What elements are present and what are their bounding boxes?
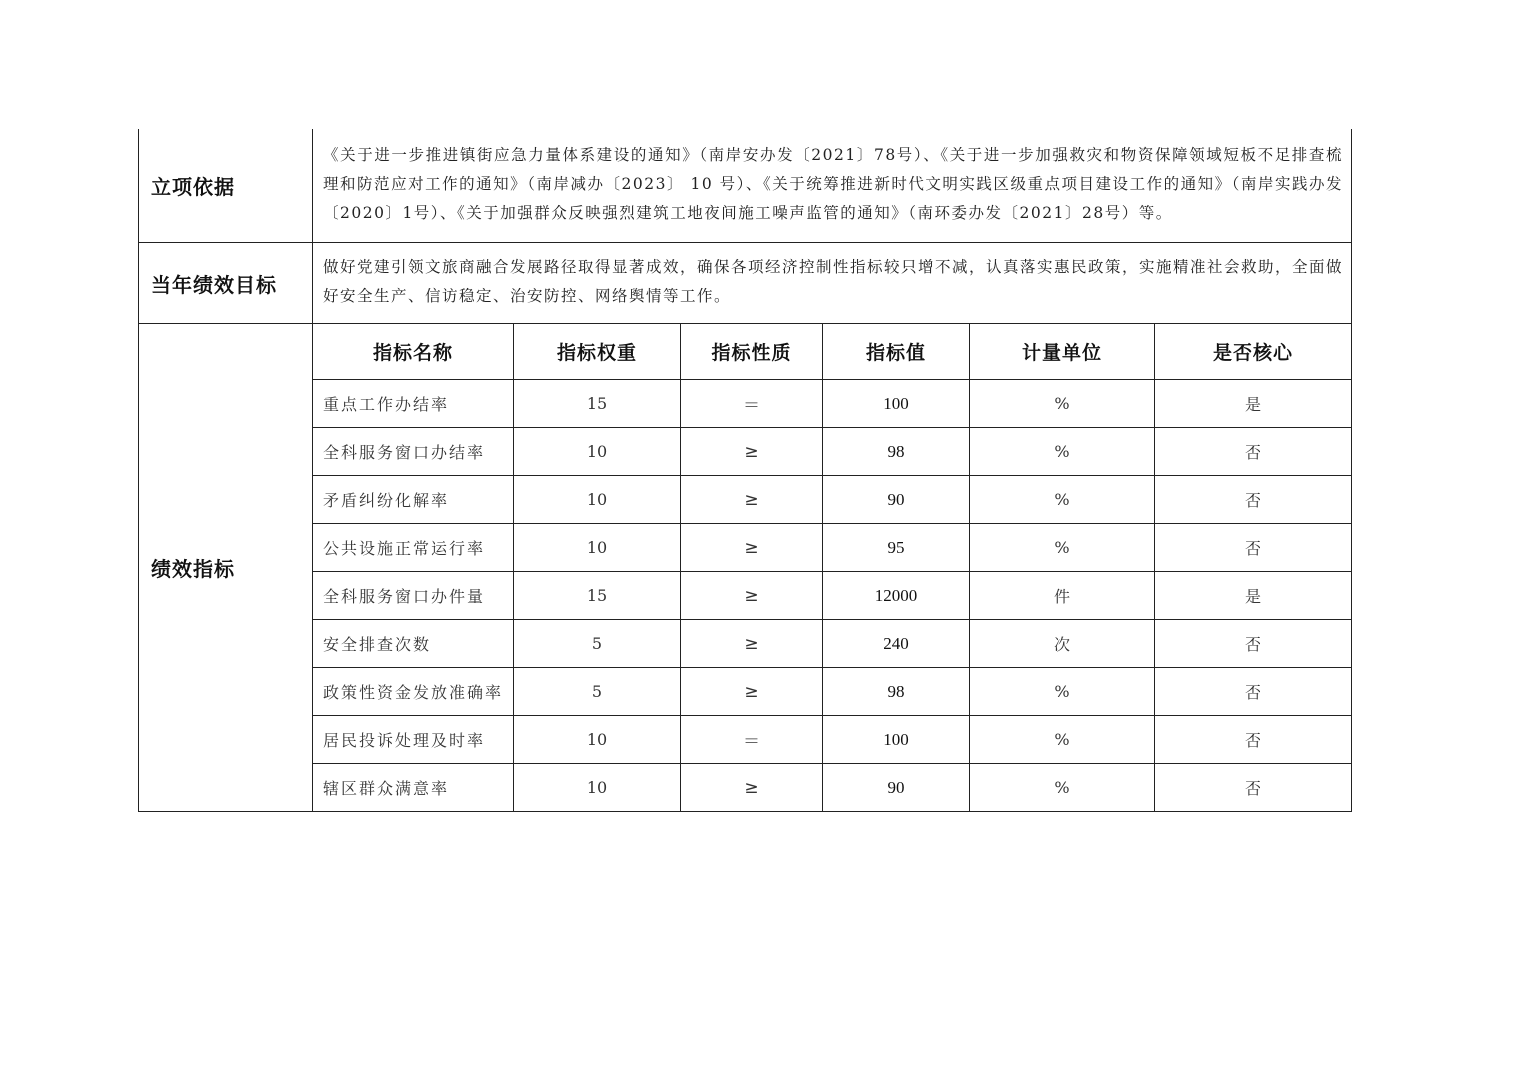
indicator-value: 95 [823, 524, 970, 572]
indicator-weight: 10 [514, 764, 681, 812]
goal-row [139, 243, 1352, 324]
indicator-name: 重点工作办结率 [313, 380, 514, 428]
table-row [139, 380, 1352, 428]
indicator-core: 否 [1155, 476, 1352, 524]
indicator-weight: 15 [514, 572, 681, 620]
header-nature: 指标性质 [681, 324, 823, 380]
indicator-nature: ≥ [681, 476, 823, 524]
header-value: 指标值 [823, 324, 970, 380]
indicator-weight: 15 [514, 380, 681, 428]
indicator-weight: 5 [514, 620, 681, 668]
indicator-unit: % [970, 380, 1155, 428]
indicator-unit: % [970, 476, 1155, 524]
indicator-core: 否 [1155, 668, 1352, 716]
table-row [139, 716, 1352, 764]
header-unit: 计量单位 [970, 324, 1155, 380]
basis-label: 立项依据 [139, 129, 313, 243]
indicator-unit: % [970, 668, 1155, 716]
indicator-nature: ≥ [681, 428, 823, 476]
indicator-nature: ≥ [681, 524, 823, 572]
basis-text: 《关于进一步推进镇街应急力量体系建设的通知》（南岸安办发〔2021〕78号）、《关于进一步加强救灾和物资保障领域短板不足排查梳理和防范应对工作的通知》（南岸减办〔2023〕 10 号）、《关于统筹推进新时代文明实践区级重点项目建设工作的通知》（南岸实践办发〔2020〕1号）、《关于加强群众反映强烈建筑工地夜间施工噪声监管的通知》（南环委办发〔2021〕28号）等。 [313, 129, 1352, 243]
indicator-core: 否 [1155, 716, 1352, 764]
table-row [139, 764, 1352, 812]
indicator-unit: 件 [970, 572, 1155, 620]
indicator-core: 是 [1155, 572, 1352, 620]
indicator-weight: 10 [514, 428, 681, 476]
indicator-core: 是 [1155, 380, 1352, 428]
goal-label: 当年绩效目标 [139, 243, 313, 324]
indicator-unit: % [970, 524, 1155, 572]
table-row [139, 572, 1352, 620]
table-row [139, 668, 1352, 716]
table-row [139, 476, 1352, 524]
performance-table [138, 129, 1352, 812]
indicator-nature: ≥ [681, 572, 823, 620]
header-name: 指标名称 [313, 324, 514, 380]
indicator-nature: ≥ [681, 620, 823, 668]
indicator-core: 否 [1155, 524, 1352, 572]
indicator-name: 全科服务窗口办件量 [313, 572, 514, 620]
indicator-name: 全科服务窗口办结率 [313, 428, 514, 476]
indicator-unit: % [970, 428, 1155, 476]
basis-row [139, 129, 1352, 243]
indicator-unit: % [970, 716, 1155, 764]
indicator-nature: ＝ [681, 380, 823, 428]
indicator-weight: 10 [514, 524, 681, 572]
indicator-value: 240 [823, 620, 970, 668]
indicator-core: 否 [1155, 620, 1352, 668]
indicator-name: 矛盾纠纷化解率 [313, 476, 514, 524]
goal-text: 做好党建引领文旅商融合发展路径取得显著成效，确保各项经济控制性指标较只增不减，认真落实惠民政策，实施精准社会救助，全面做好安全生产、信访稳定、治安防控、网络舆情等工作。 [313, 243, 1352, 324]
indicator-value: 100 [823, 380, 970, 428]
indicator-name: 居民投诉处理及时率 [313, 716, 514, 764]
header-weight: 指标权重 [514, 324, 681, 380]
indicator-nature: ＝ [681, 716, 823, 764]
indicator-nature: ≥ [681, 668, 823, 716]
indicator-value: 90 [823, 476, 970, 524]
table-row [139, 524, 1352, 572]
indicator-name: 政策性资金发放准确率 [313, 668, 514, 716]
indicator-weight: 10 [514, 716, 681, 764]
indicator-weight: 10 [514, 476, 681, 524]
table-row [139, 428, 1352, 476]
indicator-value: 12000 [823, 572, 970, 620]
indicator-weight: 5 [514, 668, 681, 716]
indicator-name: 安全排查次数 [313, 620, 514, 668]
indicator-value: 98 [823, 428, 970, 476]
indicator-unit: 次 [970, 620, 1155, 668]
indicator-core: 否 [1155, 428, 1352, 476]
indicators-label: 绩效指标 [139, 324, 313, 812]
table-row [139, 620, 1352, 668]
indicator-name: 辖区群众满意率 [313, 764, 514, 812]
indicator-unit: % [970, 764, 1155, 812]
indicator-value: 100 [823, 716, 970, 764]
indicator-value: 98 [823, 668, 970, 716]
indicator-nature: ≥ [681, 764, 823, 812]
indicator-header-row [139, 324, 1352, 380]
indicator-name: 公共设施正常运行率 [313, 524, 514, 572]
indicator-core: 否 [1155, 764, 1352, 812]
indicator-value: 90 [823, 764, 970, 812]
header-core: 是否核心 [1155, 324, 1352, 380]
